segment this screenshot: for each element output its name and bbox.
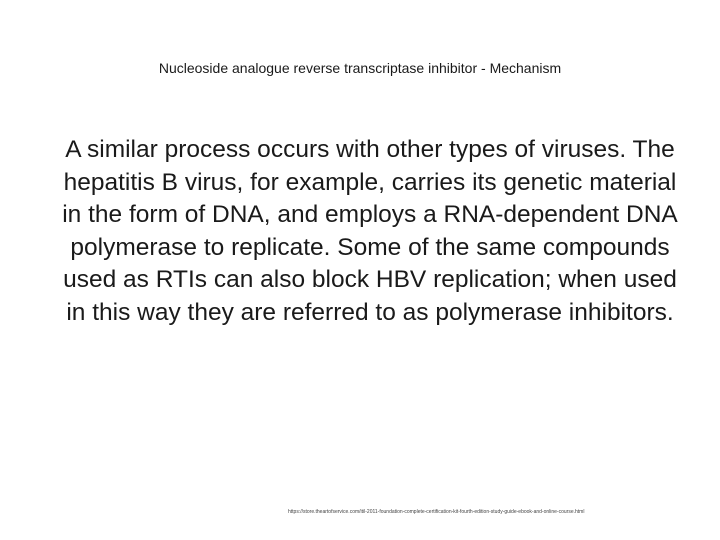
slide-title: Nucleoside analogue reverse transcriptase inhibitor - Mechanism xyxy=(158,60,562,76)
slide-body-text: A similar process occurs with other types of viruses. The hepatitis B virus, for example, carries its genetic material in the form of DNA, and employs a RNA-dependent DNA polymerase to replicate. Some of the same compounds used as RTIs can also block HBV replication; when used in this way they are referred to as polymerase inhibitors. xyxy=(62,136,678,326)
source-link[interactable]: https://store.theartofservice.com/itil-2011-foundation-complete-certification-kit-fourth-edition-study-guide-ebook-and-online-course.html xyxy=(288,509,585,515)
